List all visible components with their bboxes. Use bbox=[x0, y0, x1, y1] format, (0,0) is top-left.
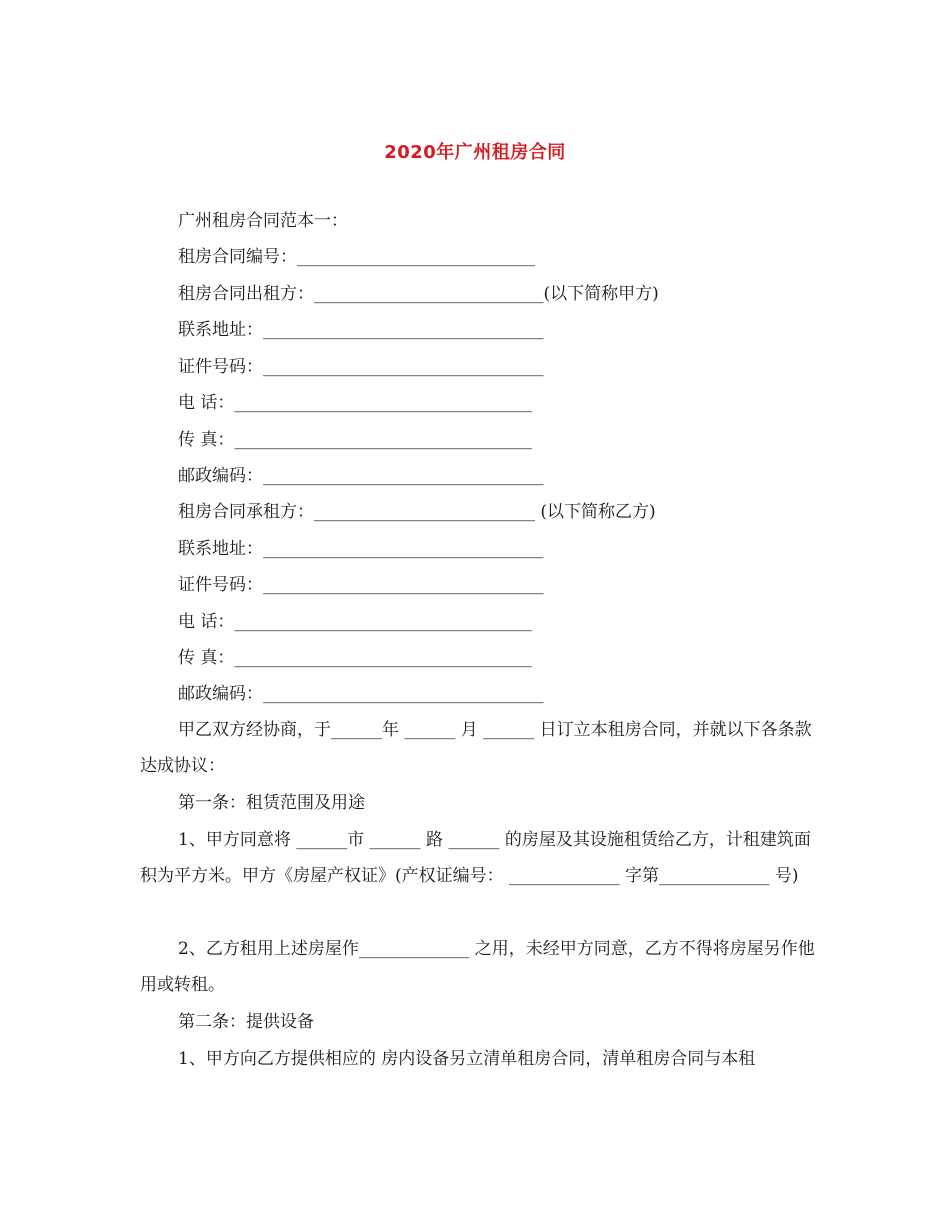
lessee-address-line: 联系地址：_________________________________ bbox=[178, 539, 544, 559]
lessor-fax-line: 传 真：___________________________________ bbox=[178, 430, 532, 450]
lessee-postcode-line: 邮政编码：_________________________________ bbox=[178, 684, 544, 704]
article-one-clause-2: 2、乙方租用上述房屋作_____________ 之用，未经甲方同意，乙方不得将房屋另作他用或转租。 bbox=[140, 939, 815, 995]
contract-number-line: 租房合同编号：____________________________ bbox=[178, 247, 535, 267]
agreement-intro-paragraph: 甲乙双方经协商，于______年 ______ 月 ______ 日订立本租房合同，并就以下各条款达成协议： bbox=[140, 720, 812, 776]
lessor-line: 租房合同出租方：___________________________(以下简称甲方) bbox=[178, 284, 659, 304]
lessor-phone-line: 电 话：___________________________________ bbox=[178, 393, 532, 413]
article-two-clause-1: 1、甲方向乙方提供相应的 房内设备另立清单租房合同，清单租房合同与本租 bbox=[178, 1049, 756, 1069]
lessee-phone-line: 电 话：___________________________________ bbox=[178, 612, 532, 632]
lessor-address-line: 联系地址：_________________________________ bbox=[178, 320, 544, 340]
article-one-heading: 第一条：租赁范围及用途 bbox=[178, 793, 365, 813]
lessee-id-line: 证件号码：_________________________________ bbox=[178, 575, 544, 595]
lessee-fax-line: 传 真：___________________________________ bbox=[178, 648, 532, 668]
article-one-clause-1: 1、甲方同意将 ______市 ______ 路 ______ 的房屋及其设施租赁给乙方，计租建筑面积为平方米。甲方《房屋产权证》(产权证编号： _____________ 字第_____________ 号) bbox=[140, 830, 811, 886]
article-two-heading: 第二条：提供设备 bbox=[178, 1012, 314, 1032]
lessee-line: 租房合同承租方：__________________________ (以下简称乙方) bbox=[178, 502, 656, 522]
document-title: 2020年广州租房合同 bbox=[384, 142, 566, 163]
lessor-postcode-line: 邮政编码：_________________________________ bbox=[178, 466, 544, 486]
section-heading: 广州租房合同范本一： bbox=[178, 211, 348, 231]
lessor-id-line: 证件号码：_________________________________ bbox=[178, 357, 544, 377]
